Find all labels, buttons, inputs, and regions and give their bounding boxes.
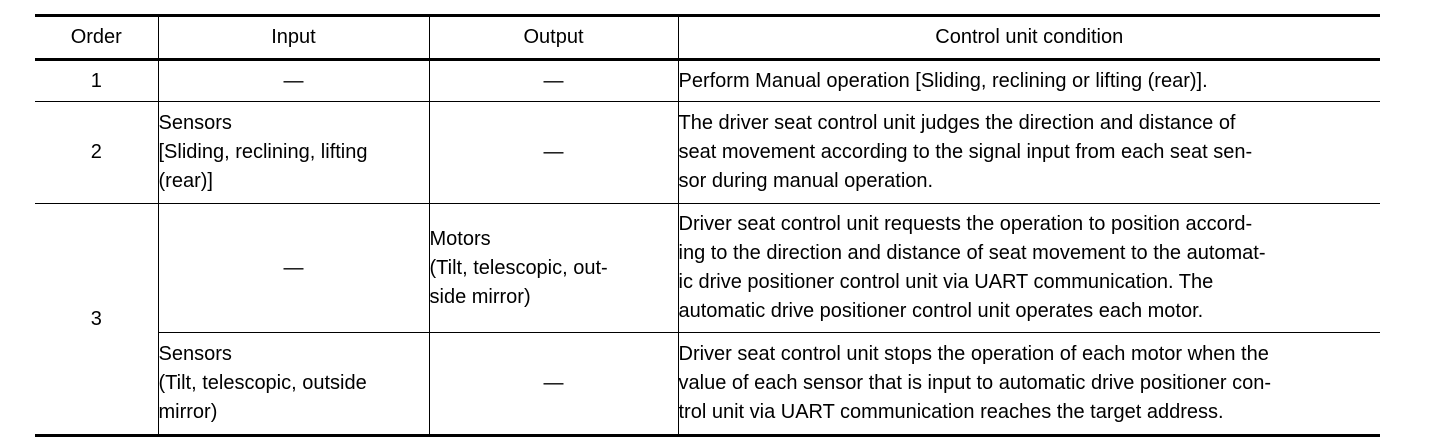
table-row [35,204,1380,333]
condition-cell [678,333,1380,436]
input-cell: — [158,204,429,333]
input-cell: — [158,60,429,102]
output-cell [429,204,678,333]
order-cell: 3 [35,204,158,436]
table-row [35,102,1380,204]
table-row [35,60,1380,102]
condition-cell [678,102,1380,204]
input-line: (rear)] [158,170,213,192]
condition-line: Perform Manual operation [Sliding, reclining or lifting (rear)]. [678,69,1208,92]
condition-line: The driver seat control unit judges the direction and distance of [678,112,1236,134]
condition-line: value of each sensor that is input to automatic drive positioner con- [678,372,1272,394]
order-cell: 2 [35,102,158,204]
input-line: mirror) [158,401,218,423]
header-output: Output [429,16,678,60]
condition-cell [678,60,1380,102]
condition-line: sor during manual operation. [678,170,934,192]
output-cell: — [429,333,678,436]
condition-line: seat movement according to the signal input from each seat sen- [678,141,1253,163]
header-order: Order [35,16,158,60]
table-header-row [35,16,1380,60]
output-cell: — [429,102,678,204]
input-cell [158,102,429,204]
table-row [35,333,1380,436]
condition-line: Driver seat control unit stops the operation of each motor when the [678,343,1269,365]
input-cell [158,333,429,436]
output-line: Motors [429,227,491,250]
input-line: Sensors [158,343,232,365]
input-line: Sensors [158,112,232,134]
order-cell: 1 [35,60,158,102]
output-line: side mirror) [429,285,531,308]
header-input: Input [158,16,429,60]
header-condition: Control unit condition [678,16,1380,60]
control-sequence-table [35,14,1380,437]
condition-line: automatic drive positioner control unit operates each motor. [678,300,1204,322]
condition-line: ing to the direction and distance of seat movement to the automat- [678,242,1266,264]
output-line: (Tilt, telescopic, out- [429,256,608,279]
output-cell: — [429,60,678,102]
input-line: [Sliding, reclining, lifting [158,141,368,163]
condition-line: ic drive positioner control unit via UART communication. The [678,271,1214,293]
condition-line: trol unit via UART communication reaches the target address. [678,401,1224,423]
input-line: (Tilt, telescopic, outside [158,372,367,394]
condition-line: Driver seat control unit requests the operation to position accord- [678,213,1253,235]
condition-cell [678,204,1380,333]
